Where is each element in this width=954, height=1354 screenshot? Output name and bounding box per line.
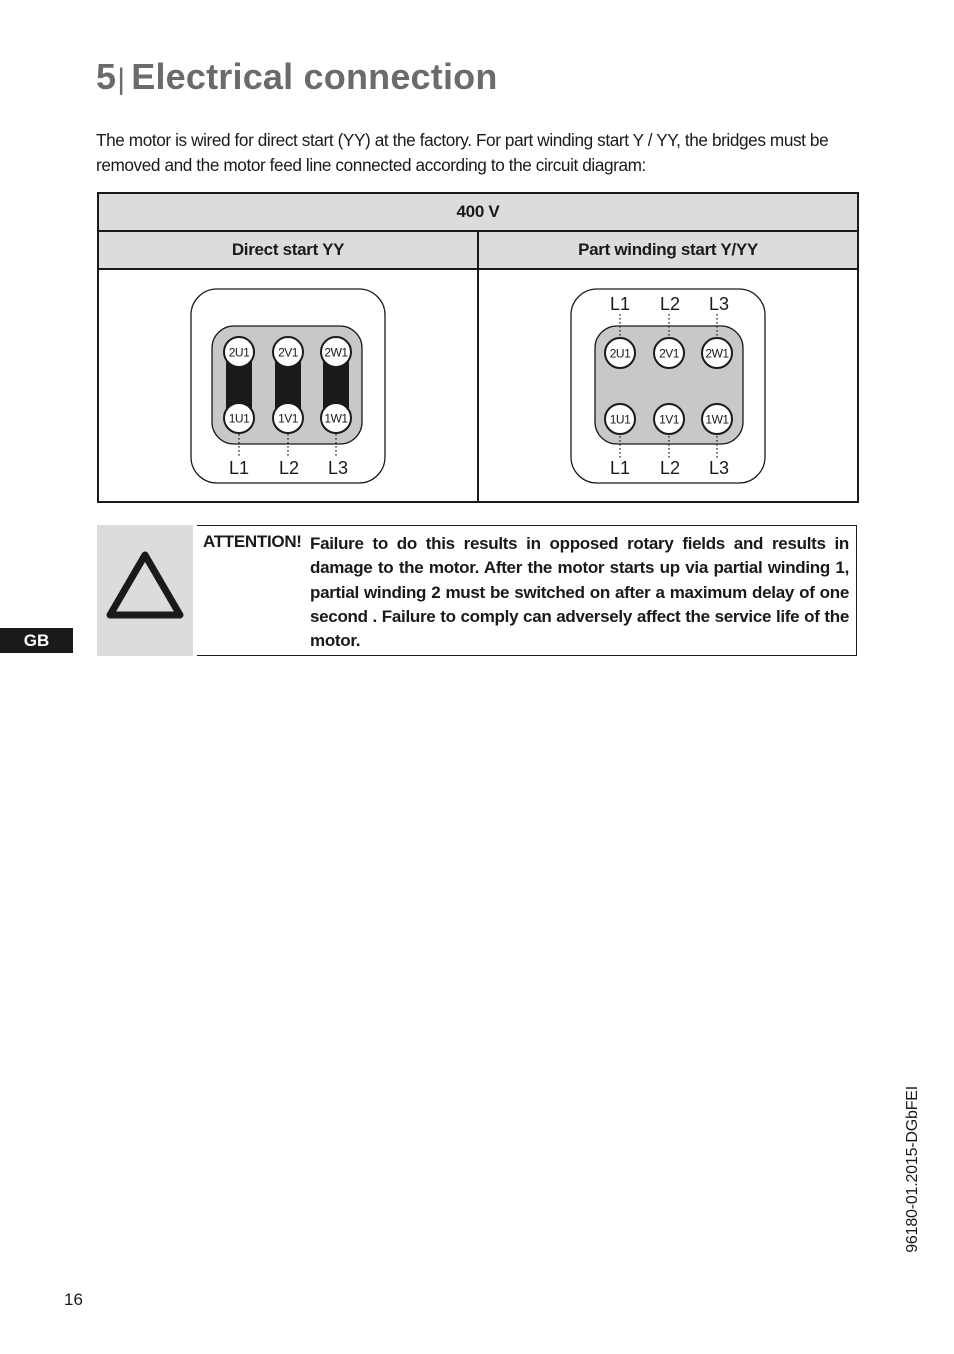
terminal-label: 2U1	[228, 345, 250, 359]
line-label: L2	[659, 293, 681, 314]
part-winding-diagram	[570, 288, 766, 484]
line-label: L3	[708, 293, 730, 314]
line-label: L1	[228, 457, 250, 478]
line-label: L1	[609, 293, 631, 314]
document-number: 96180-01.2015-DGbFEI	[904, 1086, 921, 1253]
language-tab: GB	[0, 628, 73, 653]
terminal-label: 1V1	[659, 412, 679, 426]
attention-text: Failure to do this results in opposed rotary fields and results in damage to the motor. After the motor starts up via partial winding 1, partial winding 2 must be switched on after a maximum delay of one second . Failure to comply can adversely affect the service life of the motor.	[310, 534, 849, 651]
direct-start-cell	[98, 269, 478, 502]
terminal-label: 2W1	[324, 345, 348, 359]
terminal-label: 2V1	[659, 346, 679, 360]
line-label: L2	[278, 457, 300, 478]
section-title: Electrical connection	[131, 56, 498, 97]
direct-start-header: Direct start YY	[98, 231, 478, 269]
terminal-label: 2V1	[278, 345, 298, 359]
terminal-label: 2W1	[705, 346, 729, 360]
warning-triangle-icon	[106, 551, 184, 621]
warning-symbol-box	[97, 525, 193, 656]
line-label: L3	[327, 457, 349, 478]
part-winding-cell	[478, 269, 858, 502]
line-label: L2	[659, 457, 681, 478]
line-label: L3	[708, 457, 730, 478]
terminal-label: 1W1	[324, 411, 348, 425]
intro-paragraph: The motor is wired for direct start (YY) at the factory. For part winding start Y / YY, the bridges must be removed and the motor feed line connected according to the circuit diagram:	[96, 130, 829, 175]
part-winding-header: Part winding start Y/YY	[478, 231, 858, 269]
attention-label: ATTENTION!	[203, 532, 302, 551]
section-number: 5	[96, 56, 117, 97]
voltage-header: 400 V	[98, 193, 858, 231]
line-label: L1	[609, 457, 631, 478]
terminal-label: 1W1	[705, 412, 729, 426]
connection-table	[97, 192, 859, 503]
attention-notice	[197, 525, 857, 656]
section-heading	[96, 56, 498, 98]
terminal-label: 2U1	[609, 346, 631, 360]
terminal-label: 1U1	[228, 411, 250, 425]
terminal-label: 1V1	[278, 411, 298, 425]
direct-start-diagram	[190, 288, 386, 484]
terminal-label: 1U1	[609, 412, 631, 426]
section-separator: |	[117, 63, 126, 96]
page-number: 16	[64, 1290, 83, 1309]
